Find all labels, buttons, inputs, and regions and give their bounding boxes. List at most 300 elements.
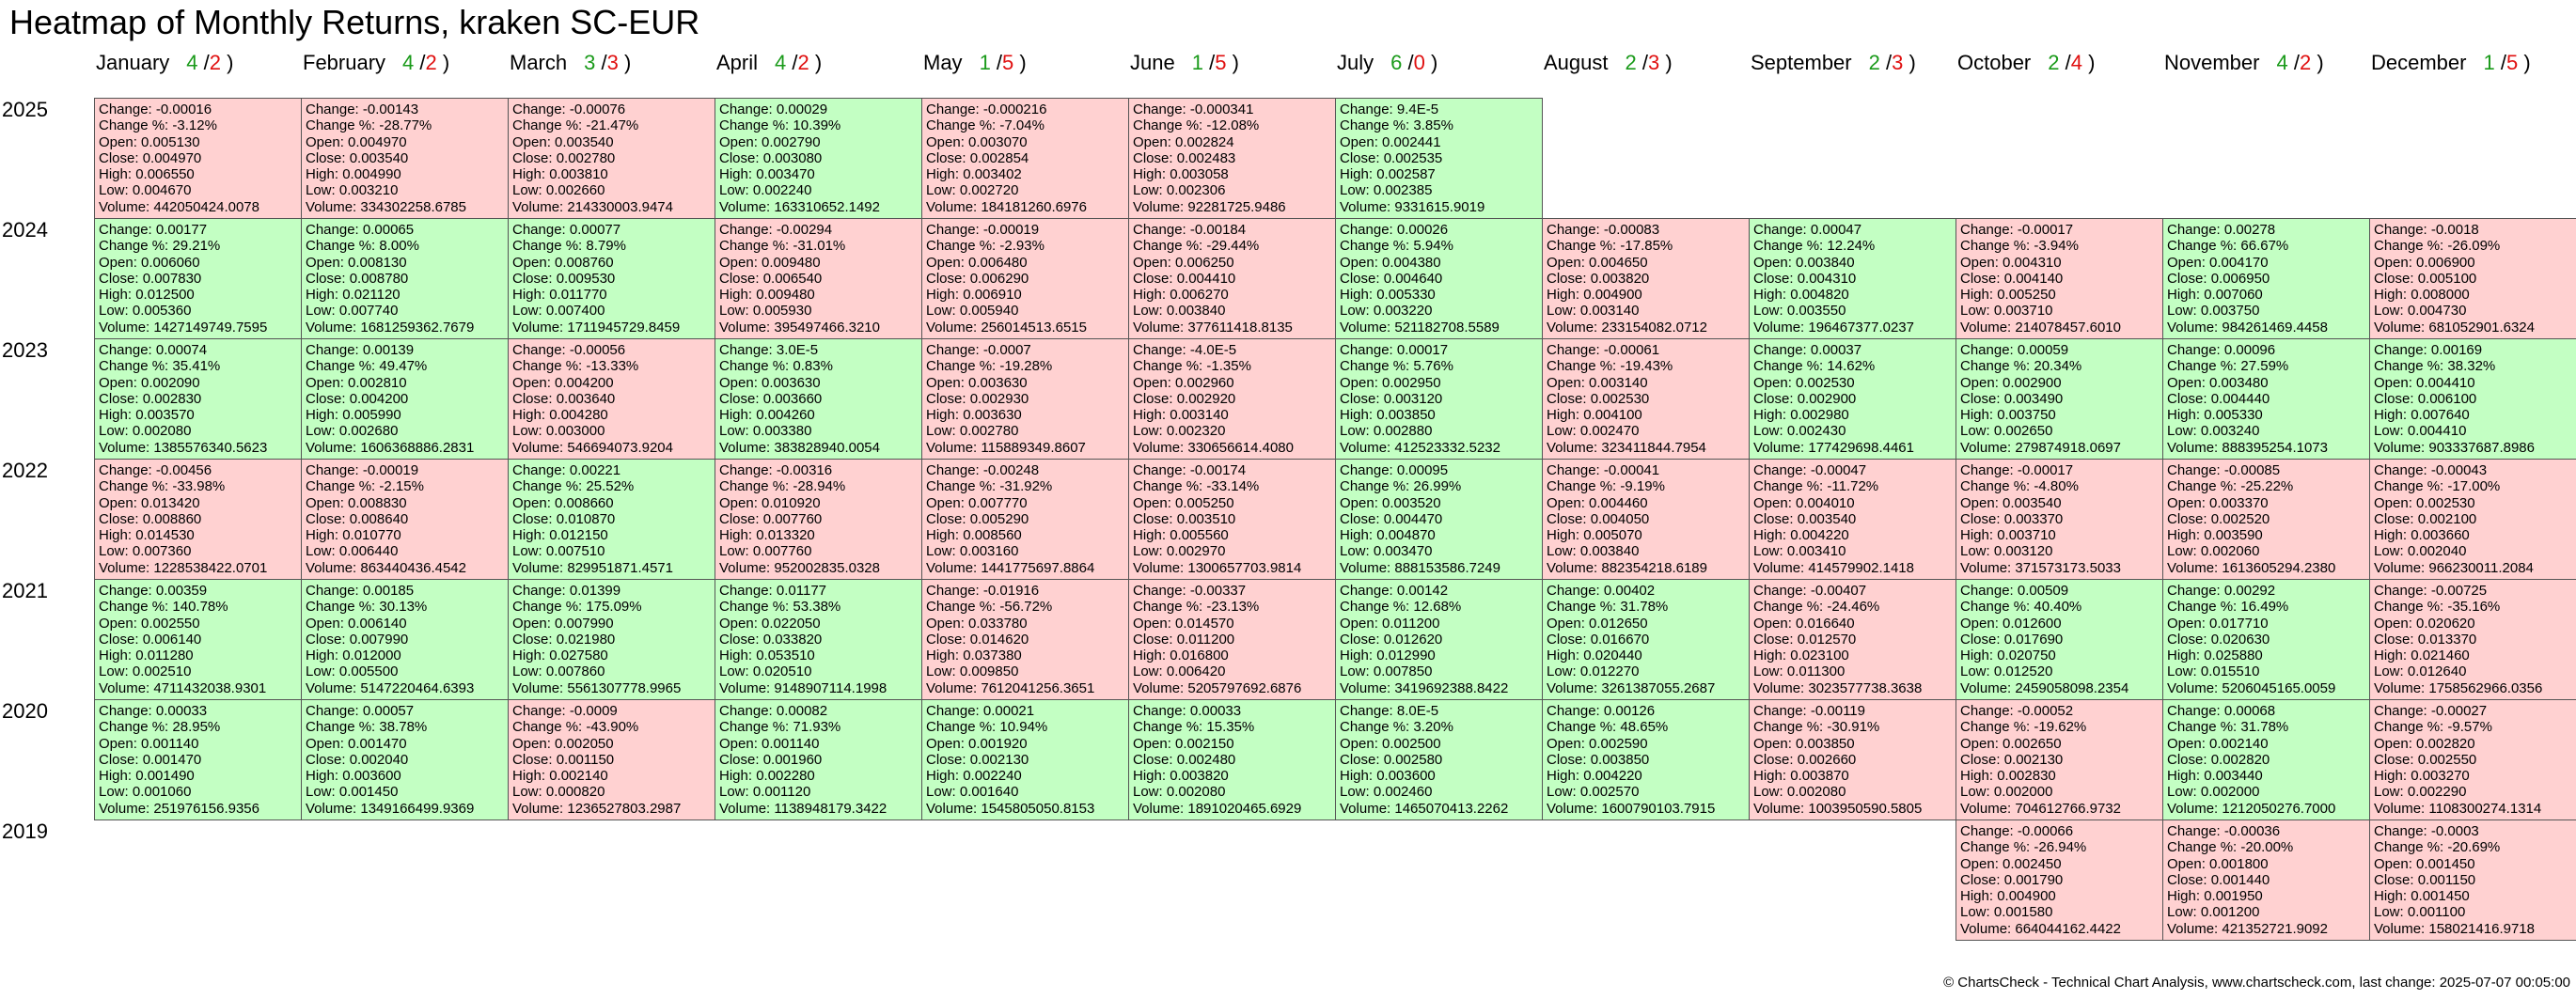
cell-volume-line <box>1547 801 1745 817</box>
cell-close-line <box>1960 872 2159 888</box>
cell-open-line <box>2167 616 2365 632</box>
cell-volume-line <box>1133 440 1331 456</box>
cell-change-pct-value: 48.65% <box>1620 719 1669 736</box>
cell-high-value: 0.005990 <box>342 407 401 424</box>
cell-field-label: High: <box>2167 648 2205 664</box>
cell-field-label: Change %: <box>1340 719 1414 736</box>
cell-field-label: Low: <box>99 784 133 801</box>
cell-low-line <box>926 423 1124 439</box>
cell-change-pct-value: 3.85% <box>1413 117 1453 134</box>
cell-open-line <box>1340 375 1538 391</box>
cell-change-value: 0.00082 <box>776 703 828 719</box>
cell-volume-value: 1349166499.9369 <box>360 800 475 817</box>
cell-close-value: 0.004470 <box>1383 510 1443 527</box>
cell-field-label: Low: <box>926 543 960 560</box>
cell-volume-line <box>1547 560 1745 576</box>
count-separator: / <box>595 51 607 74</box>
cell-high-line <box>512 287 711 303</box>
cell-low-line <box>99 303 297 319</box>
cell-field-label: Open: <box>1547 494 1590 511</box>
cell-low-value: 0.002880 <box>1373 423 1433 440</box>
cell-field-label: Close: <box>306 751 350 768</box>
cell-close-line <box>2167 271 2365 287</box>
cell-high-value: 0.004820 <box>1790 287 1849 304</box>
cell-high-line <box>1960 527 2159 543</box>
cell-field-label: Volume: <box>926 559 982 576</box>
cell-low-line <box>719 784 918 800</box>
cell-open-value: 0.002500 <box>1382 735 1441 752</box>
cell-field-label: Low: <box>306 303 339 320</box>
cell-low-value: 0.009850 <box>959 663 1019 680</box>
cell-low-value: 0.003840 <box>1579 543 1640 560</box>
cell-high-line <box>926 407 1124 423</box>
cell-high-line <box>719 166 918 182</box>
up-count: 4 <box>2276 51 2288 74</box>
cell-change-value: 3.0E-5 <box>776 342 819 358</box>
cell-high-line <box>512 407 711 423</box>
cell-field-label: Change: <box>1960 703 2018 719</box>
cell-field-label: Open: <box>1753 735 1797 752</box>
cell-field-label: Change %: <box>1753 478 1828 495</box>
cell-high-value: 0.006550 <box>135 166 195 183</box>
cell-low-line <box>99 663 297 679</box>
heatmap-cell <box>94 699 302 820</box>
cell-field-label: Low: <box>926 303 960 320</box>
cell-change-line <box>99 583 297 599</box>
cell-high-value: 0.008000 <box>2411 287 2470 304</box>
heatmap-cell <box>715 98 922 219</box>
cell-change-pct-value: -31.01% <box>793 238 846 255</box>
month-name: May <box>923 51 963 74</box>
cell-volume-line <box>719 560 918 576</box>
cell-field-label: Change %: <box>512 238 587 255</box>
cell-high-value: 0.002280 <box>756 768 815 785</box>
cell-field-label: Change %: <box>2167 839 2241 856</box>
cell-volume-line <box>1547 320 1745 336</box>
cell-field-label: Change: <box>1340 462 1397 478</box>
cell-change-line <box>512 583 711 599</box>
cell-field-label: Change %: <box>1753 719 1828 736</box>
cell-field-label: High: <box>512 648 550 664</box>
cell-field-label: Open: <box>99 133 142 150</box>
cell-field-label: High: <box>2167 527 2205 544</box>
cell-change-pct-value: 26.99% <box>1413 478 1462 495</box>
cell-field-label: Low: <box>1340 303 1374 320</box>
cell-change-pct-value: 0.83% <box>793 358 833 375</box>
month-name: August <box>1544 51 1609 74</box>
cell-high-line <box>1753 648 1952 663</box>
cell-open-value: 0.002824 <box>1175 133 1234 150</box>
cell-open-line <box>1960 616 2159 632</box>
heatmap-cell <box>1542 699 1750 820</box>
cell-change-value: 0.00185 <box>362 583 415 599</box>
cell-low-value: 0.002510 <box>132 663 192 680</box>
cell-close-line <box>99 150 297 166</box>
heatmap-cell <box>2162 579 2370 700</box>
cell-low-line <box>1753 423 1952 439</box>
cell-close-value: 0.002520 <box>2210 510 2270 527</box>
cell-close-line <box>1547 752 1745 768</box>
cell-high-line <box>1133 768 1331 784</box>
cell-change-pct-value: -17.85% <box>1620 238 1673 255</box>
cell-field-label: Volume: <box>1547 800 1602 817</box>
heatmap-cell <box>94 218 302 339</box>
cell-close-line <box>99 271 297 287</box>
cell-change-pct-value: -19.62% <box>2034 719 2087 736</box>
cell-close-value: 0.002830 <box>142 390 202 407</box>
heatmap-cell <box>1128 98 1336 219</box>
cell-field-label: Close: <box>1547 510 1591 527</box>
cell-field-label: High: <box>719 407 757 424</box>
cell-change-pct-value: -23.13% <box>1206 599 1260 616</box>
cell-volume-value: 521182708.5589 <box>1394 319 1500 336</box>
cell-change-pct-value: 40.40% <box>2034 599 2082 616</box>
cell-high-value: 0.021460 <box>2411 648 2470 664</box>
cell-change-value: 0.01177 <box>776 583 826 599</box>
cell-field-label: Change: <box>306 342 363 358</box>
cell-high-line <box>99 287 297 303</box>
cell-field-label: Open: <box>2167 615 2210 632</box>
heatmap-cell <box>301 98 509 219</box>
cell-change-value: -0.00017 <box>2017 462 2074 478</box>
cell-close-line <box>99 511 297 527</box>
cell-field-label: Volume: <box>719 439 775 456</box>
cell-open-value: 0.001470 <box>348 735 407 752</box>
cell-volume-value: 279874918.0697 <box>2015 439 2121 456</box>
cell-volume-value: 4711432038.9301 <box>153 679 267 696</box>
cell-field-label: Close: <box>1960 510 2004 527</box>
heatmap-cell <box>94 459 302 580</box>
cell-field-label: Close: <box>719 149 763 166</box>
cell-volume-value: 664044162.4422 <box>2015 920 2121 937</box>
cell-change-pct-line <box>926 478 1124 494</box>
cell-volume-value: 196467377.0237 <box>1808 319 1914 336</box>
cell-field-label: High: <box>306 768 343 785</box>
cell-volume-line <box>1340 560 1538 576</box>
cell-volume-line <box>2374 680 2572 696</box>
cell-field-label: High: <box>2374 407 2411 424</box>
cell-open-value: 0.012650 <box>1589 615 1648 632</box>
cell-field-label: High: <box>2374 527 2411 544</box>
cell-close-value: 0.002100 <box>2417 510 2477 527</box>
cell-field-label: Volume: <box>1753 800 1809 817</box>
cell-field-label: Low: <box>1340 663 1374 680</box>
cell-high-value: 0.007060 <box>2204 287 2263 304</box>
cell-field-label: Change %: <box>306 238 380 255</box>
cell-volume-value: 1891020465.6929 <box>1187 800 1302 817</box>
cell-field-label: Open: <box>99 494 142 511</box>
heatmap-cell <box>508 218 715 339</box>
cell-open-value: 0.002900 <box>2003 374 2062 391</box>
cell-field-label: Change: <box>1133 703 1190 719</box>
cell-low-line <box>926 303 1124 319</box>
cell-field-label: Open: <box>306 254 349 271</box>
cell-field-label: Volume: <box>1340 679 1395 696</box>
month-header <box>1130 49 1239 77</box>
cell-field-label: Low: <box>1960 423 1994 440</box>
heatmap-cell <box>1956 699 2163 820</box>
cell-change-line <box>99 342 297 358</box>
cell-field-label: Open: <box>512 735 556 752</box>
cell-field-label: Change %: <box>1547 719 1621 736</box>
cell-low-line <box>926 543 1124 559</box>
month-header <box>923 49 1027 77</box>
cell-field-label: Low: <box>926 423 960 440</box>
cell-volume-value: 829951871.4571 <box>567 559 673 576</box>
cell-field-label: Close: <box>2374 631 2418 648</box>
cell-volume-line <box>306 199 504 215</box>
cell-change-value: 0.00177 <box>155 222 208 238</box>
cell-change-pct-value: 53.38% <box>793 599 841 616</box>
cell-open-value: 0.002960 <box>1175 374 1234 391</box>
cell-low-line <box>926 182 1124 198</box>
cell-low-value: 0.001200 <box>2200 904 2260 921</box>
cell-field-label: Close: <box>512 751 557 768</box>
cell-change-value: -0.00174 <box>1189 462 1247 478</box>
down-count: 5 <box>1002 51 1014 74</box>
cell-close-value: 0.014620 <box>969 631 1029 648</box>
cell-field-label: Close: <box>1133 149 1177 166</box>
cell-close-value: 0.002130 <box>2003 751 2064 768</box>
cell-low-value: 0.002000 <box>1993 784 2053 801</box>
cell-field-label: Low: <box>1133 663 1167 680</box>
cell-high-value: 0.003810 <box>549 166 608 183</box>
cell-volume-line <box>2167 440 2365 456</box>
cell-open-line <box>99 736 297 752</box>
cell-volume-value: 383828940.0054 <box>774 439 880 456</box>
cell-field-label: Change: <box>512 462 570 478</box>
cell-open-line <box>1547 616 1745 632</box>
cell-change-line <box>1547 462 1745 478</box>
heatmap-cell <box>2369 579 2576 700</box>
cell-change-pct-line <box>1133 599 1331 615</box>
cell-change-pct-line <box>2167 478 2365 494</box>
cell-field-label: Change %: <box>719 599 793 616</box>
cell-change-line <box>2167 342 2365 358</box>
cell-high-line <box>2374 648 2572 663</box>
cell-volume-value: 1600790103.7915 <box>1601 800 1716 817</box>
cell-high-value: 0.007640 <box>2411 407 2470 424</box>
cell-open-line <box>2374 856 2572 872</box>
down-count: 3 <box>1892 51 1904 74</box>
cell-field-label: Volume: <box>2374 439 2429 456</box>
cell-low-line <box>1133 182 1331 198</box>
cell-open-value: 0.022050 <box>762 615 821 632</box>
cell-change-pct-value: 35.41% <box>172 358 221 375</box>
cell-field-label: High: <box>99 527 136 544</box>
cell-volume-value: 1465070413.2262 <box>1394 800 1509 817</box>
cell-field-label: Open: <box>2374 254 2417 271</box>
cell-high-line <box>2374 768 2572 784</box>
cell-field-label: Change: <box>926 703 983 719</box>
cell-field-label: Low: <box>2167 543 2201 560</box>
cell-open-line <box>1133 375 1331 391</box>
cell-close-value: 0.021980 <box>556 631 616 648</box>
cell-field-label: Change: <box>1547 703 1604 719</box>
heatmap-cell <box>508 579 715 700</box>
cell-low-value: 0.003410 <box>1786 543 1846 560</box>
cell-change-line <box>1340 703 1538 719</box>
heatmap-cell <box>301 579 509 700</box>
cell-high-value: 0.004100 <box>1583 407 1642 424</box>
cell-open-value: 0.002820 <box>2416 735 2475 752</box>
cell-open-value: 0.006140 <box>348 615 407 632</box>
cell-field-label: Change: <box>306 462 363 478</box>
cell-field-label: Close: <box>512 390 557 407</box>
cell-open-line <box>1133 495 1331 511</box>
cell-open-line <box>2167 375 2365 391</box>
cell-low-line <box>99 182 297 198</box>
cell-close-value: 0.004200 <box>349 390 409 407</box>
cell-field-label: Low: <box>1753 784 1787 801</box>
cell-field-label: Change %: <box>719 117 793 134</box>
cell-high-value: 0.010770 <box>342 527 401 544</box>
cell-change-pct-line <box>1340 358 1538 374</box>
cell-volume-value: 984261469.4458 <box>2222 319 2328 336</box>
cell-high-line <box>1133 407 1331 423</box>
cell-open-value: 0.003540 <box>555 133 614 150</box>
up-count: 4 <box>775 51 787 74</box>
cell-volume-value: 1236527803.2987 <box>567 800 682 817</box>
cell-close-value: 0.002920 <box>1176 390 1236 407</box>
cell-change-pct-value: 12.68% <box>1413 599 1462 616</box>
cell-change-line <box>719 222 918 238</box>
cell-open-value: 0.013420 <box>141 494 200 511</box>
cell-field-label: Volume: <box>1547 319 1602 336</box>
heatmap-cell <box>715 338 922 460</box>
cell-change-line <box>1340 101 1538 117</box>
cell-change-line <box>2374 583 2572 599</box>
cell-low-value: 0.002240 <box>752 182 812 199</box>
down-count: 4 <box>2070 51 2082 74</box>
heatmap-cell <box>1542 579 1750 700</box>
cell-change-pct-value: -30.91% <box>1827 719 1880 736</box>
cell-high-line <box>2374 407 2572 423</box>
cell-field-label: Low: <box>1133 303 1167 320</box>
cell-field-label: Open: <box>1133 374 1176 391</box>
cell-change-pct-line <box>2374 839 2572 855</box>
cell-low-line <box>99 423 297 439</box>
cell-field-label: Change %: <box>926 478 1000 495</box>
cell-high-value: 0.012000 <box>342 648 401 664</box>
cell-change-pct-value: 27.59% <box>2240 358 2289 375</box>
cell-change-line <box>1133 583 1331 599</box>
cell-low-line <box>2374 303 2572 319</box>
cell-field-label: Close: <box>99 751 143 768</box>
cell-field-label: Low: <box>2167 303 2201 320</box>
cell-volume-line <box>2374 560 2572 576</box>
cell-change-pct-line <box>99 238 297 254</box>
cell-field-label: Change: <box>2167 462 2224 478</box>
cell-field-label: Open: <box>1340 133 1383 150</box>
cell-change-pct-value: 38.78% <box>379 719 428 736</box>
cell-open-line <box>2167 495 2365 511</box>
heatmap-cell <box>1128 459 1336 580</box>
cell-field-label: Open: <box>1547 254 1590 271</box>
cell-volume-line <box>2167 680 2365 696</box>
cell-field-label: High: <box>1753 407 1791 424</box>
cell-volume-line <box>926 801 1124 817</box>
up-count: 6 <box>1390 51 1403 74</box>
cell-low-line <box>719 543 918 559</box>
cell-change-value: 0.00059 <box>2017 342 2069 358</box>
cell-high-line <box>2374 527 2572 543</box>
cell-open-value: 0.002590 <box>1589 735 1648 752</box>
cell-high-line <box>2374 888 2572 904</box>
cell-open-line <box>306 495 504 511</box>
cell-field-label: Change: <box>2374 342 2431 358</box>
cell-high-line <box>1547 527 1745 543</box>
cell-change-value: -0.00047 <box>1810 462 1867 478</box>
cell-change-value: 0.00142 <box>1396 583 1449 599</box>
cell-field-label: Change %: <box>926 599 1000 616</box>
cell-high-value: 0.020440 <box>1583 648 1642 664</box>
heatmap-cell <box>2162 218 2370 339</box>
cell-open-value: 0.002050 <box>555 735 614 752</box>
cell-change-line <box>306 462 504 478</box>
cell-change-line <box>1547 583 1745 599</box>
cell-change-pct-line <box>1960 839 2159 855</box>
cell-low-value: 0.002660 <box>545 182 605 199</box>
cell-low-line <box>2167 784 2365 800</box>
cell-open-value: 0.004460 <box>1589 494 1648 511</box>
cell-field-label: Low: <box>926 182 960 199</box>
cell-field-label: Change %: <box>926 238 1000 255</box>
cell-field-label: Change %: <box>306 719 380 736</box>
cell-volume-value: 1385576340.5623 <box>153 439 268 456</box>
cell-low-value: 0.002430 <box>1786 423 1846 440</box>
cell-high-line <box>1960 768 2159 784</box>
cell-volume-value: 2459058098.2354 <box>2015 679 2129 696</box>
cell-high-line <box>1340 768 1538 784</box>
cell-field-label: High: <box>719 527 757 544</box>
cell-open-value: 0.004200 <box>555 374 614 391</box>
cell-field-label: Change: <box>1753 462 1811 478</box>
year-label: 2024 <box>2 218 48 242</box>
cell-field-label: Close: <box>719 270 763 287</box>
cell-field-label: Low: <box>2374 303 2408 320</box>
cell-close-value: 0.004310 <box>1797 270 1857 287</box>
cell-volume-line <box>1753 560 1952 576</box>
cell-low-line <box>1340 543 1538 559</box>
cell-open-line <box>1960 255 2159 271</box>
cell-field-label: Change %: <box>2167 599 2241 616</box>
cell-change-pct-value: 29.21% <box>172 238 221 255</box>
cell-high-line <box>1753 407 1952 423</box>
down-count: 2 <box>797 51 809 74</box>
cell-volume-value: 5205797692.6876 <box>1187 679 1302 696</box>
cell-low-line <box>1547 663 1745 679</box>
cell-change-pct-value: -19.43% <box>1620 358 1673 375</box>
cell-field-label: High: <box>1547 527 1584 544</box>
cell-open-value: 0.020620 <box>2416 615 2475 632</box>
cell-low-line <box>1340 423 1538 439</box>
cell-close-value: 0.004440 <box>2210 390 2270 407</box>
cell-close-line <box>1340 632 1538 648</box>
cell-low-value: 0.001580 <box>1993 904 2053 921</box>
cell-low-line <box>2374 543 2572 559</box>
cell-close-value: 0.006140 <box>142 631 202 648</box>
cell-low-value: 0.007360 <box>132 543 192 560</box>
cell-high-value: 0.004990 <box>342 166 401 183</box>
cell-field-label: Open: <box>719 254 762 271</box>
cell-volume-line <box>2374 921 2572 937</box>
cell-change-value: -0.00061 <box>1603 342 1660 358</box>
cell-field-label: Open: <box>1960 254 2003 271</box>
cell-field-label: Close: <box>926 149 970 166</box>
down-count: 5 <box>2505 51 2519 74</box>
cell-low-line <box>1133 543 1331 559</box>
